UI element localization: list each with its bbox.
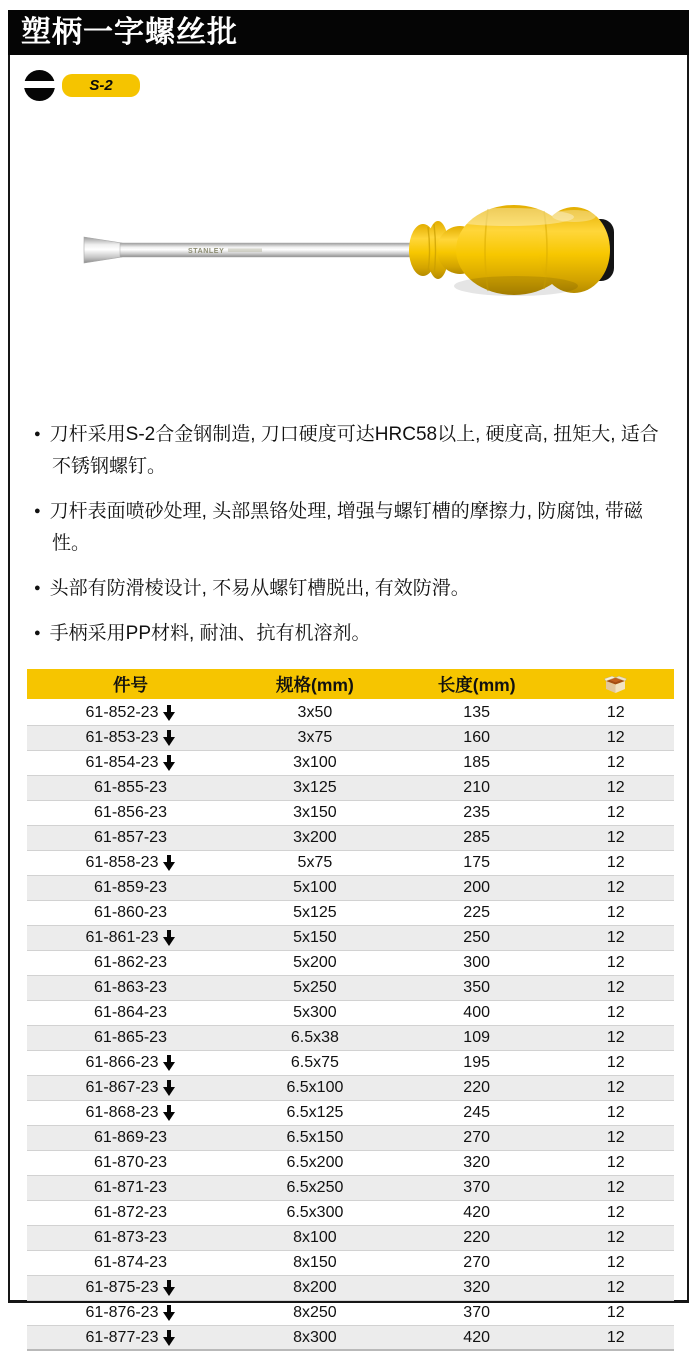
part-number: 61-867-23 — [85, 1078, 159, 1096]
feature-item: ● 刀杆采用S-2合金钢制造, 刀口硬度可达HRC58以上, 硬度高, 扭矩大, 适合不锈钢螺钉。 — [34, 419, 671, 483]
spec-cell: 6.5x38 — [234, 1025, 396, 1050]
part-number: 61-866-23 — [85, 1053, 159, 1071]
slotted-screwdriver-tip-icon — [24, 70, 55, 101]
length-cell: 109 — [396, 1025, 558, 1050]
length-cell: 270 — [396, 1125, 558, 1150]
page-title: 塑柄一字螺丝批 — [8, 10, 689, 55]
qty-cell: 12 — [558, 1250, 674, 1275]
spec-cell: 6.5x125 — [234, 1100, 396, 1125]
length-cell: 160 — [396, 725, 558, 750]
qty-cell: 12 — [558, 950, 674, 975]
shaft-brand-text: STANLEY — [188, 248, 225, 255]
length-cell: 245 — [396, 1100, 558, 1125]
table-row — [27, 925, 674, 950]
qty-cell: 12 — [558, 800, 674, 825]
table-row — [27, 900, 674, 925]
part-number: 61-874-23 — [94, 1253, 167, 1271]
table-row — [27, 1325, 674, 1350]
table-row — [27, 1125, 674, 1150]
qty-cell: 12 — [558, 1000, 674, 1025]
length-cell: 185 — [396, 750, 558, 775]
spec-table-header-row — [27, 669, 674, 700]
spec-cell: 5x300 — [234, 1000, 396, 1025]
spec-cell: 6.5x300 — [234, 1200, 396, 1225]
qty-cell: 12 — [558, 1175, 674, 1200]
length-cell: 300 — [396, 950, 558, 975]
down-arrow-icon — [163, 855, 175, 871]
spec-table-body — [27, 700, 674, 1350]
spec-table — [27, 669, 674, 1351]
qty-cell: 12 — [558, 725, 674, 750]
part-number: 61-875-23 — [85, 1278, 159, 1296]
length-cell: 350 — [396, 975, 558, 1000]
length-cell: 270 — [396, 1250, 558, 1275]
table-row — [27, 1100, 674, 1125]
spec-cell: 3x125 — [234, 775, 396, 800]
spec-cell: 8x100 — [234, 1225, 396, 1250]
qty-cell: 12 — [558, 975, 674, 1000]
part-number: 61-856-23 — [94, 803, 167, 821]
length-cell: 320 — [396, 1150, 558, 1175]
spec-cell: 5x100 — [234, 875, 396, 900]
spec-cell: 3x75 — [234, 725, 396, 750]
part-number: 61-862-23 — [94, 953, 167, 971]
table-row — [27, 1150, 674, 1175]
product-image — [76, 189, 687, 311]
length-cell: 420 — [396, 1200, 558, 1225]
spec-cell: 5x250 — [234, 975, 396, 1000]
spec-cell: 8x250 — [234, 1300, 396, 1325]
length-cell: 175 — [396, 850, 558, 875]
table-row — [27, 1025, 674, 1050]
spec-cell: 6.5x100 — [234, 1075, 396, 1100]
down-arrow-icon — [163, 1305, 175, 1321]
table-row — [27, 1200, 674, 1225]
spec-cell: 6.5x150 — [234, 1125, 396, 1150]
down-arrow-icon — [163, 1330, 175, 1346]
spec-cell: 3x150 — [234, 800, 396, 825]
spec-cell: 8x150 — [234, 1250, 396, 1275]
qty-cell: 12 — [558, 1275, 674, 1300]
length-cell: 195 — [396, 1050, 558, 1075]
catalog-page — [0, 10, 697, 1346]
feature-list — [34, 419, 671, 649]
part-number: 61-863-23 — [94, 978, 167, 996]
content-frame — [8, 55, 689, 1346]
part-number: 61-864-23 — [94, 1003, 167, 1021]
table-row — [27, 825, 674, 850]
length-cell: 250 — [396, 925, 558, 950]
table-row — [27, 775, 674, 800]
qty-cell: 12 — [558, 1200, 674, 1225]
part-number: 61-855-23 — [94, 778, 167, 796]
table-row — [27, 950, 674, 975]
qty-cell: 12 — [558, 825, 674, 850]
col-header-qty — [558, 669, 674, 700]
qty-cell: 12 — [558, 875, 674, 900]
spec-cell: 8x200 — [234, 1275, 396, 1300]
length-cell: 210 — [396, 775, 558, 800]
down-arrow-icon — [163, 755, 175, 771]
length-cell: 200 — [396, 875, 558, 900]
length-cell: 225 — [396, 900, 558, 925]
spec-cell: 5x75 — [234, 850, 396, 875]
part-number: 61-873-23 — [94, 1228, 167, 1246]
part-number: 61-860-23 — [94, 903, 167, 921]
qty-cell: 12 — [558, 1100, 674, 1125]
length-cell: 135 — [396, 700, 558, 725]
part-number: 61-852-23 — [85, 704, 159, 722]
part-number: 61-853-23 — [85, 728, 159, 746]
table-row — [27, 1225, 674, 1250]
down-arrow-icon — [163, 1080, 175, 1096]
table-row — [27, 1000, 674, 1025]
length-cell: 420 — [396, 1325, 558, 1350]
qty-cell: 12 — [558, 1150, 674, 1175]
col-header-length: 长度(mm) — [396, 669, 558, 700]
part-number: 61-857-23 — [94, 828, 167, 846]
spec-cell: 6.5x75 — [234, 1050, 396, 1075]
table-row — [27, 850, 674, 875]
qty-cell: 12 — [558, 1225, 674, 1250]
table-row — [27, 800, 674, 825]
table-row — [27, 1300, 674, 1325]
qty-cell: 12 — [558, 1300, 674, 1325]
table-row — [27, 875, 674, 900]
part-number: 61-869-23 — [94, 1128, 167, 1146]
part-number: 61-858-23 — [85, 853, 159, 871]
table-row — [27, 1275, 674, 1300]
part-number: 61-859-23 — [94, 878, 167, 896]
qty-cell: 12 — [558, 1050, 674, 1075]
qty-cell: 12 — [558, 925, 674, 950]
screwdriver-shaft — [120, 243, 420, 257]
part-number: 61-871-23 — [94, 1178, 167, 1196]
carton-box-icon — [558, 675, 674, 694]
down-arrow-icon — [163, 730, 175, 746]
length-cell: 220 — [396, 1075, 558, 1100]
badge-row — [10, 55, 687, 103]
spec-cell: 6.5x250 — [234, 1175, 396, 1200]
length-cell: 320 — [396, 1275, 558, 1300]
spec-cell: 5x200 — [234, 950, 396, 975]
table-row — [27, 1050, 674, 1075]
part-number: 61-861-23 — [85, 928, 159, 946]
qty-cell: 12 — [558, 1125, 674, 1150]
spec-cell: 3x100 — [234, 750, 396, 775]
down-arrow-icon — [163, 1105, 175, 1121]
table-row — [27, 725, 674, 750]
spec-cell: 6.5x200 — [234, 1150, 396, 1175]
down-arrow-icon — [163, 1280, 175, 1296]
screwdriver-handle — [409, 205, 610, 296]
length-cell: 370 — [396, 1300, 558, 1325]
col-header-part: 件号 — [27, 669, 234, 700]
spec-cell: 8x300 — [234, 1325, 396, 1350]
down-arrow-icon — [163, 930, 175, 946]
qty-cell: 12 — [558, 750, 674, 775]
qty-cell: 12 — [558, 1025, 674, 1050]
qty-cell: 12 — [558, 1325, 674, 1350]
length-cell: 285 — [396, 825, 558, 850]
spec-cell: 5x125 — [234, 900, 396, 925]
spec-cell: 3x50 — [234, 700, 396, 725]
length-cell: 400 — [396, 1000, 558, 1025]
part-number: 61-854-23 — [85, 753, 159, 771]
table-row — [27, 750, 674, 775]
qty-cell: 12 — [558, 1075, 674, 1100]
length-cell: 220 — [396, 1225, 558, 1250]
qty-cell: 12 — [558, 775, 674, 800]
feature-item: ● 手柄采用PP材料, 耐油、抗有机溶剂。 — [34, 618, 671, 650]
part-number: 61-872-23 — [94, 1203, 167, 1221]
screwdriver-blade — [84, 237, 122, 263]
spec-cell: 3x200 — [234, 825, 396, 850]
col-header-spec: 规格(mm) — [234, 669, 396, 700]
spec-cell: 5x150 — [234, 925, 396, 950]
part-number: 61-868-23 — [85, 1103, 159, 1121]
feature-item: ● 刀杆表面喷砂处理, 头部黑铬处理, 增强与螺钉槽的摩擦力, 防腐蚀, 带磁性。 — [34, 496, 671, 560]
length-cell: 235 — [396, 800, 558, 825]
length-cell: 370 — [396, 1175, 558, 1200]
part-number: 61-865-23 — [94, 1028, 167, 1046]
qty-cell: 12 — [558, 850, 674, 875]
qty-cell: 12 — [558, 900, 674, 925]
tip-material-badge: S-2 — [62, 74, 140, 97]
down-arrow-icon — [163, 705, 175, 721]
part-number: 61-877-23 — [85, 1328, 159, 1346]
down-arrow-icon — [163, 1055, 175, 1071]
feature-item: ● 头部有防滑棱设计, 不易从螺钉槽脱出, 有效防滑。 — [34, 573, 671, 605]
table-row — [27, 1250, 674, 1275]
table-row — [27, 700, 674, 725]
table-row — [27, 975, 674, 1000]
part-number: 61-876-23 — [85, 1303, 159, 1321]
qty-cell: 12 — [558, 700, 674, 725]
table-row — [27, 1175, 674, 1200]
table-row — [27, 1075, 674, 1100]
part-number: 61-870-23 — [94, 1153, 167, 1171]
